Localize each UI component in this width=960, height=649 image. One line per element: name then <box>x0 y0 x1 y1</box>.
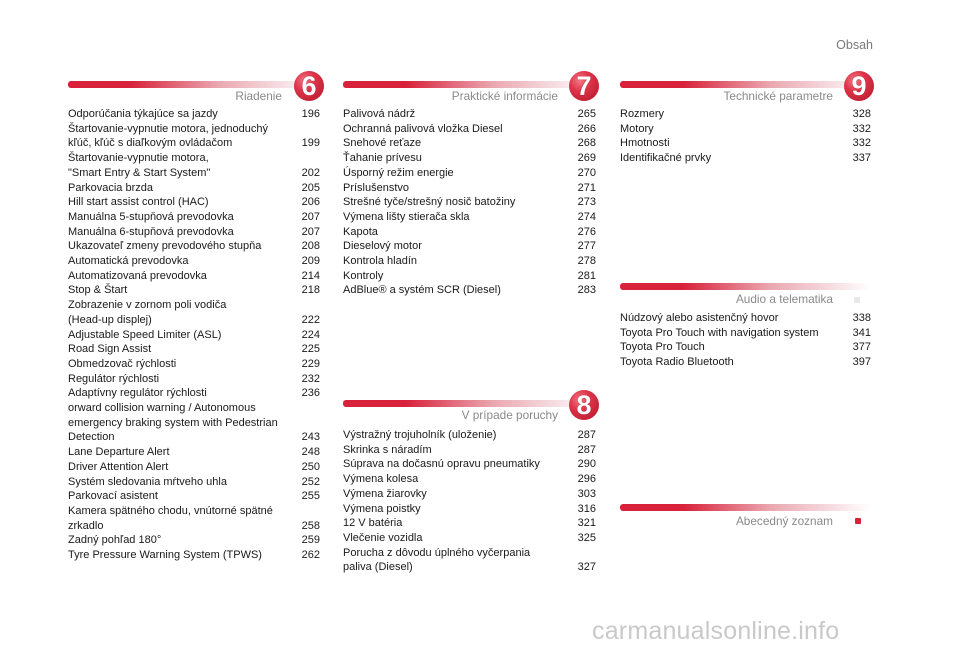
toc-entry[interactable] <box>343 225 596 240</box>
toc-entry-page: 281 <box>577 269 596 282</box>
toc-entry-page: 258 <box>301 519 320 532</box>
toc-entry[interactable] <box>343 516 596 531</box>
toc-entry-title: Automatická prevodovka <box>68 255 189 268</box>
toc-entry-page: 325 <box>577 531 596 544</box>
section-riadenie <box>68 71 320 563</box>
section-title[interactable]: Audio a telematika <box>735 292 833 306</box>
section-bar <box>620 283 870 290</box>
toc-entry-page: 283 <box>577 284 596 297</box>
toc-entry-title: Ochranná palivová vložka Diesel <box>343 122 503 135</box>
toc-entry[interactable] <box>620 326 871 341</box>
toc-entry-page: 206 <box>301 196 320 209</box>
chapter-badge[interactable]: 9 <box>844 71 874 101</box>
toc-entry-title: Parkovací asistent <box>68 490 158 503</box>
toc-entry-page: 303 <box>577 487 596 500</box>
section-header <box>620 71 871 111</box>
toc-list <box>343 428 596 575</box>
toc-entry[interactable] <box>343 428 596 443</box>
toc-entry-title: Manuálna 6-stupňová prevodovka <box>68 225 234 238</box>
toc-entry-title: Motory <box>620 122 654 135</box>
toc-entry-page: 259 <box>301 534 320 547</box>
toc-entry-page: 202 <box>301 166 320 179</box>
toc-entry-title: Súprava na dočasnú opravu pneumatiky <box>343 458 540 471</box>
section-bar <box>343 81 593 88</box>
toc-entry[interactable] <box>343 181 596 196</box>
toc-entry-page: 327 <box>577 561 596 574</box>
toc-entry-page: 209 <box>301 255 320 268</box>
toc-entry-title: Tyre Pressure Warning System (TPWS) <box>68 549 262 562</box>
toc-entry-title: Porucha z dôvodu úplného vyčerpania paliva (Diesel) <box>343 546 531 574</box>
toc-entry-page: 332 <box>852 137 871 150</box>
section-abecedny <box>620 504 871 536</box>
toc-entry[interactable] <box>68 210 320 225</box>
section-title[interactable]: Praktické informácie <box>451 89 558 103</box>
toc-entry[interactable] <box>343 195 596 210</box>
toc-entry-title: Kapota <box>343 225 378 238</box>
toc-entry-page: 332 <box>852 122 871 135</box>
toc-entry[interactable] <box>68 342 320 357</box>
toc-entry-page: 218 <box>301 284 320 297</box>
toc-entry-page: 266 <box>577 122 596 135</box>
toc-entry-title: Ťahanie prívesu <box>343 152 422 165</box>
toc-entry-page: 268 <box>577 137 596 150</box>
toc-entry-page: 229 <box>301 357 320 370</box>
toc-entry-page: 232 <box>301 372 320 385</box>
toc-entry[interactable] <box>343 122 596 137</box>
toc-entry[interactable] <box>68 489 320 504</box>
toc-entry[interactable] <box>343 443 596 458</box>
toc-entry[interactable] <box>343 151 596 166</box>
toc-entry-page: 236 <box>301 387 320 400</box>
toc-entry-title: Kontrola hladín <box>343 255 417 268</box>
section-bar <box>343 400 593 407</box>
toc-entry-page: 274 <box>577 210 596 223</box>
section-header <box>68 71 320 111</box>
toc-entry[interactable] <box>68 239 320 254</box>
toc-entry-title: Úsporný režim energie <box>343 166 454 179</box>
toc-entry[interactable] <box>68 445 320 460</box>
toc-entry-title: Palivová nádrž <box>343 108 416 120</box>
toc-entry-title: Výmena žiarovky <box>343 487 427 500</box>
toc-entry-title: Toyota Pro Touch with navigation system <box>620 326 819 339</box>
toc-entry-page: 276 <box>577 225 596 238</box>
toc-entry-page: 273 <box>577 196 596 209</box>
toc-entry-title: Snehové reťaze <box>343 137 422 150</box>
toc-entry-page: 316 <box>577 502 596 515</box>
toc-entry[interactable] <box>68 328 320 343</box>
toc-entry[interactable] <box>68 475 320 490</box>
toc-entry-title: Lane Departure Alert <box>68 446 170 459</box>
toc-entry[interactable] <box>68 372 320 387</box>
toc-entry-title: Štartovanie-vypnutie motora, jednoduchý kľúč, kľúč s diaľkovým ovládačom <box>68 122 268 150</box>
toc-entry-page: 278 <box>577 255 596 268</box>
section-bar <box>68 81 318 88</box>
section-header <box>343 71 596 111</box>
toc-entry-page: 252 <box>301 475 320 488</box>
toc-entry-title: Výmena poistky <box>343 502 421 515</box>
toc-entry-title: Zobrazenie v zornom poli vodiča (Head-up displej) <box>68 299 227 326</box>
section-header <box>620 504 871 536</box>
toc-entry-page: 296 <box>577 473 596 486</box>
toc-entry[interactable] <box>68 298 320 327</box>
toc-entry[interactable] <box>68 122 320 151</box>
toc-entry-title: Kamera spätného chodu, vnútorné spätné zrkadlo <box>68 504 273 532</box>
toc-entry-page: 225 <box>301 343 320 356</box>
toc-entry-title: Automatizovaná prevodovka <box>68 269 207 282</box>
toc-entry[interactable] <box>343 472 596 487</box>
toc-entry[interactable] <box>68 548 320 563</box>
toc-entry-title: Driver Attention Alert <box>68 460 169 473</box>
toc-list <box>343 107 596 298</box>
toc-entry[interactable] <box>68 225 320 240</box>
toc-entry-page: 341 <box>852 326 871 339</box>
toc-entry-page: 262 <box>301 549 320 562</box>
toc-entry-title: Skrinka s náradím <box>343 443 432 456</box>
toc-entry-page: 255 <box>301 490 320 503</box>
toc-entry-page: 287 <box>577 443 596 456</box>
section-title[interactable]: Abecedný zoznam <box>735 514 833 528</box>
toc-entry-page: 269 <box>577 152 596 165</box>
toc-entry-page: 224 <box>301 328 320 341</box>
toc-entry-page: 196 <box>301 108 320 120</box>
toc-entry[interactable] <box>68 254 320 269</box>
toc-entry-title: Road Sign Assist <box>68 343 152 356</box>
toc-entry-page: 277 <box>577 240 596 253</box>
toc-entry-page: 208 <box>301 240 320 253</box>
chapter-badge[interactable]: 6 <box>294 71 324 101</box>
toc-entry-title: Výstražný trojuholník (uloženie) <box>343 429 497 441</box>
toc-entry[interactable] <box>620 136 871 151</box>
toc-entry[interactable] <box>343 283 596 298</box>
toc-entry-title: 12 V batéria <box>343 517 403 530</box>
toc-entry-title: Strešné tyče/strešný nosič batožiny <box>343 196 516 209</box>
watermark: carmanualsonline.info <box>592 617 840 645</box>
toc-entry-title: Stop & Štart <box>68 284 128 297</box>
toc-entry-title: Adaptívny regulátor rýchlosti <box>68 387 207 400</box>
toc-entry-title: Toyota Radio Bluetooth <box>620 356 734 369</box>
toc-entry[interactable] <box>68 357 320 372</box>
toc-entry-title: Odporúčania týkajúce sa jazdy <box>68 108 218 120</box>
toc-entry-page: 337 <box>852 152 871 165</box>
section-title[interactable]: Riadenie <box>235 89 282 103</box>
chapter-badge-mini <box>855 518 861 524</box>
toc-entry-title: Núdzový alebo asistenčný hovor <box>620 312 779 324</box>
toc-entry-page: 248 <box>301 446 320 459</box>
toc-entry[interactable] <box>68 151 320 180</box>
toc-entry-title: orward collision warning / Autonomous emergency braking system with Pedestrian Detection <box>68 402 278 444</box>
toc-entry-page: 397 <box>852 356 871 369</box>
toc-entry-page: 199 <box>301 137 320 150</box>
toc-entry[interactable] <box>343 210 596 225</box>
toc-entry-title: Výmena kolesa <box>343 473 419 486</box>
toc-entry-title: Hmotnosti <box>620 137 670 150</box>
toc-entry[interactable] <box>68 283 320 298</box>
toc-entry-page: 338 <box>852 312 871 324</box>
section-poruchy <box>343 390 596 575</box>
toc-entry-page: 207 <box>301 210 320 223</box>
toc-entry-page: 328 <box>852 108 871 120</box>
toc-entry-page: 207 <box>301 225 320 238</box>
toc-list <box>620 107 871 166</box>
toc-entry-page: 214 <box>301 269 320 282</box>
toc-entry-title: Príslušenstvo <box>343 181 410 194</box>
toc-entry[interactable] <box>68 533 320 548</box>
section-audio <box>620 283 871 370</box>
toc-entry[interactable] <box>620 122 871 137</box>
chapter-badge[interactable]: 7 <box>569 71 599 101</box>
toc-entry-title: Vlečenie vozidla <box>343 531 423 544</box>
toc-entry-page: 205 <box>301 181 320 194</box>
toc-entry-title: Ukazovateľ zmeny prevodového stupňa <box>68 240 262 253</box>
toc-entry-page: 287 <box>577 429 596 441</box>
toc-entry-title: Manuálna 5-stupňová prevodovka <box>68 210 234 223</box>
toc-entry-title: Identifikačné prvky <box>620 152 712 165</box>
toc-entry[interactable] <box>343 531 596 546</box>
toc-entry-title: Systém sledovania mŕtveho uhla <box>68 475 227 488</box>
section-prakticke <box>343 71 596 298</box>
toc-entry-page: 290 <box>577 458 596 471</box>
section-header <box>343 390 596 430</box>
toc-entry-page: 265 <box>577 108 596 120</box>
toc-entry[interactable] <box>620 340 871 355</box>
toc-entry[interactable] <box>68 460 320 475</box>
toc-entry-title: Zadný pohľad 180° <box>68 534 162 547</box>
toc-entry-page: 271 <box>577 181 596 194</box>
toc-entry-title: Výmena lišty stierača skla <box>343 210 470 223</box>
toc-entry-title: Štartovanie-vypnutie motora, "Smart Entry & Start System" <box>68 152 211 179</box>
section-title[interactable]: Technické parametre <box>723 89 833 103</box>
toc-entry-title: Hill start assist control (HAC) <box>68 196 209 209</box>
toc-entry[interactable] <box>68 269 320 284</box>
toc-entry-title: Adjustable Speed Limiter (ASL) <box>68 328 222 341</box>
toc-entry[interactable] <box>343 546 596 575</box>
chapter-badge[interactable]: 8 <box>569 390 599 420</box>
toc-entry[interactable] <box>68 504 320 533</box>
toc-entry-title: AdBlue® a systém SCR (Diesel) <box>343 284 501 297</box>
toc-entry-page: 321 <box>577 517 596 530</box>
section-bar <box>620 504 870 511</box>
toc-entry[interactable] <box>68 386 320 401</box>
toc-entry-page: 222 <box>301 313 320 326</box>
section-technicke <box>620 71 871 166</box>
toc-entry-title: Dieselový motor <box>343 240 422 253</box>
toc-entry[interactable] <box>343 269 596 284</box>
toc-entry[interactable] <box>343 254 596 269</box>
toc-entry-title: Rozmery <box>620 108 665 120</box>
toc-entry[interactable] <box>343 487 596 502</box>
toc-entry[interactable] <box>343 457 596 472</box>
toc-entry[interactable] <box>620 355 871 370</box>
toc-entry[interactable] <box>68 181 320 196</box>
toc-entry-title: Regulátor rýchlosti <box>68 372 160 385</box>
section-title[interactable]: V prípade poruchy <box>461 408 558 422</box>
chapter-badge-mini <box>854 297 860 303</box>
toc-entry[interactable] <box>620 151 871 166</box>
toc-list <box>620 311 871 370</box>
toc-entry-title: Parkovacia brzda <box>68 181 153 194</box>
toc-entry[interactable] <box>68 401 320 445</box>
toc-entry-page: 270 <box>577 166 596 179</box>
page-header-contents[interactable]: Obsah <box>836 38 873 52</box>
toc-entry-title: Kontroly <box>343 269 384 282</box>
toc-list <box>68 107 320 563</box>
toc-entry-title: Toyota Pro Touch <box>620 341 705 354</box>
toc-entry-page: 250 <box>301 460 320 473</box>
toc-entry[interactable] <box>68 195 320 210</box>
section-header <box>620 283 871 315</box>
toc-entry-page: 243 <box>301 431 320 444</box>
toc-entry-page: 377 <box>852 341 871 354</box>
toc-entry[interactable] <box>343 136 596 151</box>
section-bar <box>620 81 870 88</box>
toc-entry[interactable] <box>343 166 596 181</box>
toc-entry[interactable] <box>343 502 596 517</box>
toc-entry-title: Obmedzovač rýchlosti <box>68 357 177 370</box>
toc-entry[interactable] <box>343 239 596 254</box>
